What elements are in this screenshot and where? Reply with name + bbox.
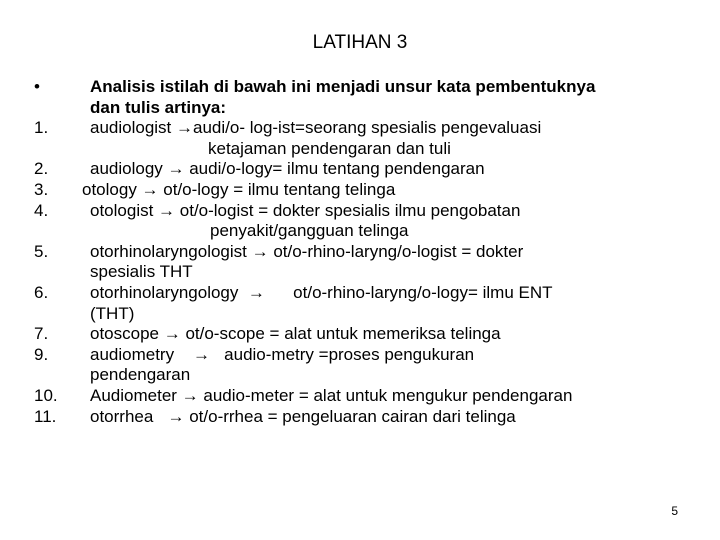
item-line: otologist → ot/o-logist = dokter spesialis ilmu pengobatan bbox=[90, 200, 521, 220]
list-item bbox=[34, 345, 694, 386]
item-line: audiometry → audio-metry =proses pengukuran bbox=[90, 344, 475, 364]
list-item bbox=[34, 324, 694, 345]
item-line: Audiometer → audio-meter = alat untuk mengukur pendengaran bbox=[90, 385, 573, 405]
item-line: otorhinolaryngology → ot/o-rhino-laryng/o-logy= ilmu ENT bbox=[90, 282, 553, 302]
item-line: otorrhea → ot/o-rrhea = pengeluaran cairan dari telinga bbox=[90, 406, 516, 426]
item-line: otology → ot/o-logy = ilmu tentang telinga bbox=[82, 179, 396, 199]
item-number: 6. bbox=[34, 282, 49, 302]
list-item bbox=[34, 180, 694, 201]
list-item bbox=[34, 407, 694, 428]
item-line: otorhinolaryngologist → ot/o-rhino-laryng/o-logist = dokter bbox=[90, 241, 524, 261]
item-line: pendengaran bbox=[90, 365, 191, 385]
item-number: 3. bbox=[34, 179, 49, 199]
list-item bbox=[34, 283, 694, 324]
list-item bbox=[34, 242, 694, 283]
intro-line-2: dan tulis artinya: bbox=[90, 97, 227, 117]
list-item bbox=[34, 386, 694, 407]
item-text bbox=[90, 283, 694, 324]
slide-title: LATIHAN 3 bbox=[312, 32, 408, 53]
item-text bbox=[90, 118, 694, 139]
item-line: audiology → audi/o-logy= ilmu tentang pendengaran bbox=[90, 159, 485, 179]
item-number: 5. bbox=[34, 241, 49, 261]
intro-row bbox=[34, 77, 694, 118]
intro-text bbox=[90, 77, 694, 118]
item-number: 7. bbox=[34, 324, 49, 344]
item-line: otoscope → ot/o-scope = alat untuk memeriksa telinga bbox=[90, 324, 501, 344]
item-number: 1. bbox=[34, 118, 49, 138]
item-number: 4. bbox=[34, 200, 49, 220]
item-number: 9. bbox=[34, 344, 49, 364]
item-text bbox=[90, 242, 694, 283]
item-line: (THT) bbox=[90, 303, 135, 323]
list-item bbox=[34, 118, 694, 139]
item-line: spesialis THT bbox=[90, 262, 193, 282]
item-line: audiologist →audi/o- log-ist=seorang spesialis pengevaluasi bbox=[90, 118, 542, 138]
page-number: 5 bbox=[671, 504, 678, 518]
exercise-content bbox=[34, 77, 694, 427]
item-continuation: ketajaman pendengaran dan tuli bbox=[208, 138, 451, 158]
item-number: 10. bbox=[34, 385, 58, 405]
item-continuation: penyakit/gangguan telinga bbox=[210, 221, 409, 241]
list-item bbox=[34, 201, 694, 222]
item-number: 11. bbox=[34, 406, 57, 426]
list-item bbox=[34, 159, 694, 180]
bullet: • bbox=[34, 77, 40, 96]
item-text bbox=[90, 345, 694, 386]
item-number: 2. bbox=[34, 159, 49, 179]
intro-line-1: Analisis istilah di bawah ini menjadi unsur kata pembentuknya bbox=[90, 77, 596, 96]
